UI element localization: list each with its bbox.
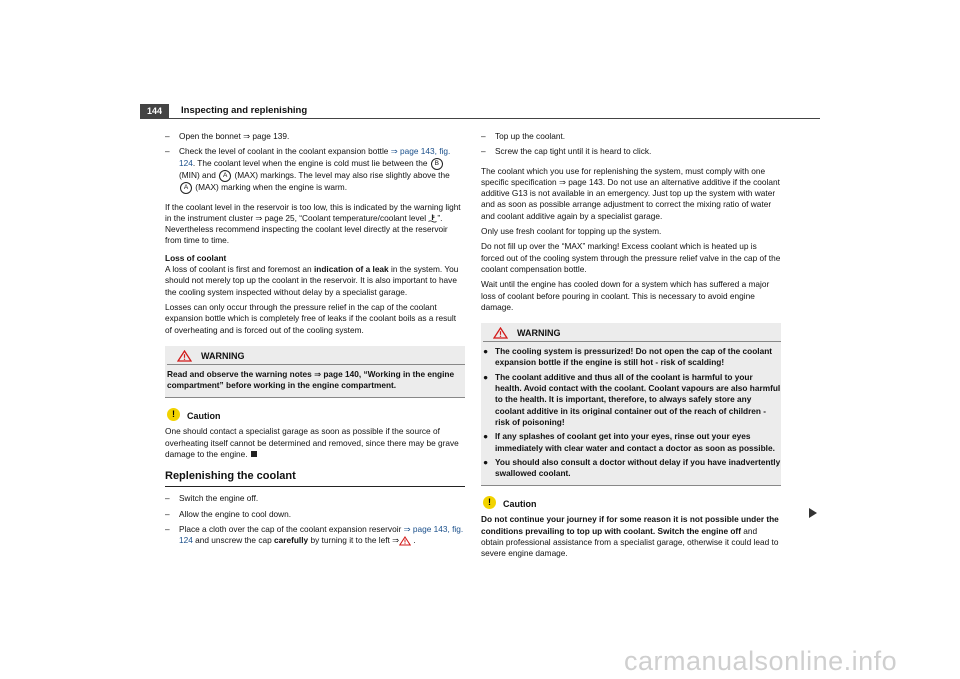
paragraph-wait: Wait until the engine has cooled down for a system which has suffered a major loss of coolant before pouring in coolant. This is necessary to avoid engine damage. bbox=[481, 279, 770, 312]
warning-title: WARNING bbox=[517, 328, 561, 339]
right-column bbox=[481, 131, 781, 564]
left-column bbox=[165, 131, 465, 551]
paragraph-losses: Losses can only occur through the pressure relief in the cap of the coolant expansion bottle which is completely free of leaks if the coolant boils as a result of overheating and is forced out of the cooling system. bbox=[165, 301, 457, 335]
paragraph-max-marking: Do not fill up over the “MAX” marking! Excess coolant which is heated up is forced out of the cooling system through the pressure relief valve in the cap of the coolant compensation bottle. bbox=[481, 241, 781, 274]
caution-header bbox=[165, 408, 465, 424]
page-reference-link[interactable]: ⇒ page 143, fig. 124 bbox=[179, 146, 451, 168]
warning-bullet: ● The coolant additive and thus all of the coolant is harmful to your health. Avoid contact with the coolant. Coolant vapours are also harmful to the health. It is important, therefore, to always safely store any coolant additive in its original container out of the reach of children - risk of poisoning! bbox=[483, 371, 781, 427]
header-divider bbox=[140, 118, 820, 119]
warning-triangle-icon[interactable] bbox=[399, 536, 411, 546]
caution-text: Do not continue your journey if for some reason it is not possible under the conditions prevailing to top up with coolant. Switch the engine off and obtain professional assistance from a specialist garage, otherwise it could lead to severe engine damage. bbox=[481, 514, 779, 559]
step-screw-cap: – Screw the cap tight until it is heard to click. bbox=[481, 146, 652, 157]
warning-bullet: ● The cooling system is pressurized! Do not open the cap of the coolant expansion bottle if the engine is still hot - risk of scalding! bbox=[483, 346, 773, 368]
caution-text: One should contact a specialist garage as soon as possible if the source of overheating itself cannot be determined and removed, since there may be grave damage to the engine. bbox=[165, 426, 459, 460]
next-page-arrow-icon[interactable] bbox=[808, 508, 818, 518]
caution-title: Caution bbox=[503, 499, 537, 510]
paragraph-specification: The coolant which you use for replenishing the system, must comply with one specific specification ⇒ page 143. Do not use an alternative additive if the coolant additive G13 is not available in an emergency. Just top up the system with water and as soon as possible arrange adjustment to correct the mixing ratio of water and coolant additive again by a specialist garage. bbox=[481, 165, 780, 221]
warning-bullet: ● If any splashes of coolant get into your eyes, rinse out your eyes immediately with clear water and contact a doctor as soon as possible. bbox=[483, 431, 775, 453]
page-reference-link[interactable]: ⇒ page 143, fig. 124 bbox=[179, 523, 464, 546]
warning-box bbox=[165, 346, 465, 399]
marking-a-icon: A bbox=[180, 182, 192, 194]
step-dash: – bbox=[165, 131, 170, 141]
page-number: 144 bbox=[140, 104, 169, 118]
watermark: carmanualsonline.info bbox=[624, 646, 898, 676]
warning-title: WARNING bbox=[201, 350, 245, 361]
end-of-section-icon bbox=[251, 451, 257, 457]
step-switch-off: – Switch the engine off. bbox=[165, 493, 259, 504]
warning-triangle-icon bbox=[493, 327, 508, 339]
caution-header bbox=[481, 496, 781, 512]
paragraph-loss: A loss of coolant is first and foremost an indication of a leak in the system. You should not merely top up the coolant in the reservoir. It is also important to have the cooling system inspected without delay by a specialist garage. bbox=[165, 264, 459, 297]
paragraph-warning-light: If the coolant level in the reservoir is too low, this is indicated by the warning light in the instrument cluster ⇒ page 25, “Coolant temperature/coolant level ”. Nevertheless recommend inspecting the coolant level directly at the reservoir from time to time. bbox=[165, 201, 461, 246]
warning-box bbox=[481, 323, 781, 486]
section-title: Inspecting and replenishing bbox=[181, 105, 308, 116]
step-open-bonnet: – Open the bonnet ⇒ page 139. bbox=[165, 131, 290, 141]
step-check-level: – Check the level of coolant in the coolant expansion bottle ⇒ page 143, fig. 124. The coolant level when the engine is cold must lie between the B (MIN) and A (MAX) markings. The level may also rise slightly above the A (MAX) marking when the engine is warm. bbox=[165, 146, 451, 192]
warning-text: Read and observe the warning notes ⇒ page 140, “Working in the engine compartment” before working in the engine compartment. bbox=[167, 368, 455, 391]
page-header bbox=[140, 104, 820, 119]
loss-heading: Loss of coolant bbox=[165, 252, 227, 263]
warning-bullet: ● You should also consult a doctor without delay if you have inadvertently swallowed coolant. bbox=[483, 456, 781, 479]
caution-exclamation-icon: ! bbox=[167, 408, 180, 421]
paragraph-fresh-coolant: Only use fresh coolant for topping up the system. bbox=[481, 226, 662, 237]
step-place-cloth: – Place a cloth over the cap of the coolant expansion reservoir ⇒ page 143, fig. 124 and unscrew the cap carefully by turning it to the left ⇒ . bbox=[165, 523, 464, 546]
caution-title: Caution bbox=[187, 411, 221, 422]
ref-arrow: ⇒ bbox=[243, 131, 251, 141]
marking-a-icon: A bbox=[219, 170, 231, 182]
caution-exclamation-icon: ! bbox=[483, 496, 496, 509]
warning-triangle-icon bbox=[177, 350, 192, 362]
step-top-up: – Top up the coolant. bbox=[481, 131, 566, 141]
heading-replenishing: Replenishing the coolant bbox=[165, 470, 465, 487]
step-cool-down: – Allow the engine to cool down. bbox=[165, 508, 292, 519]
marking-b-icon: B bbox=[431, 158, 443, 170]
